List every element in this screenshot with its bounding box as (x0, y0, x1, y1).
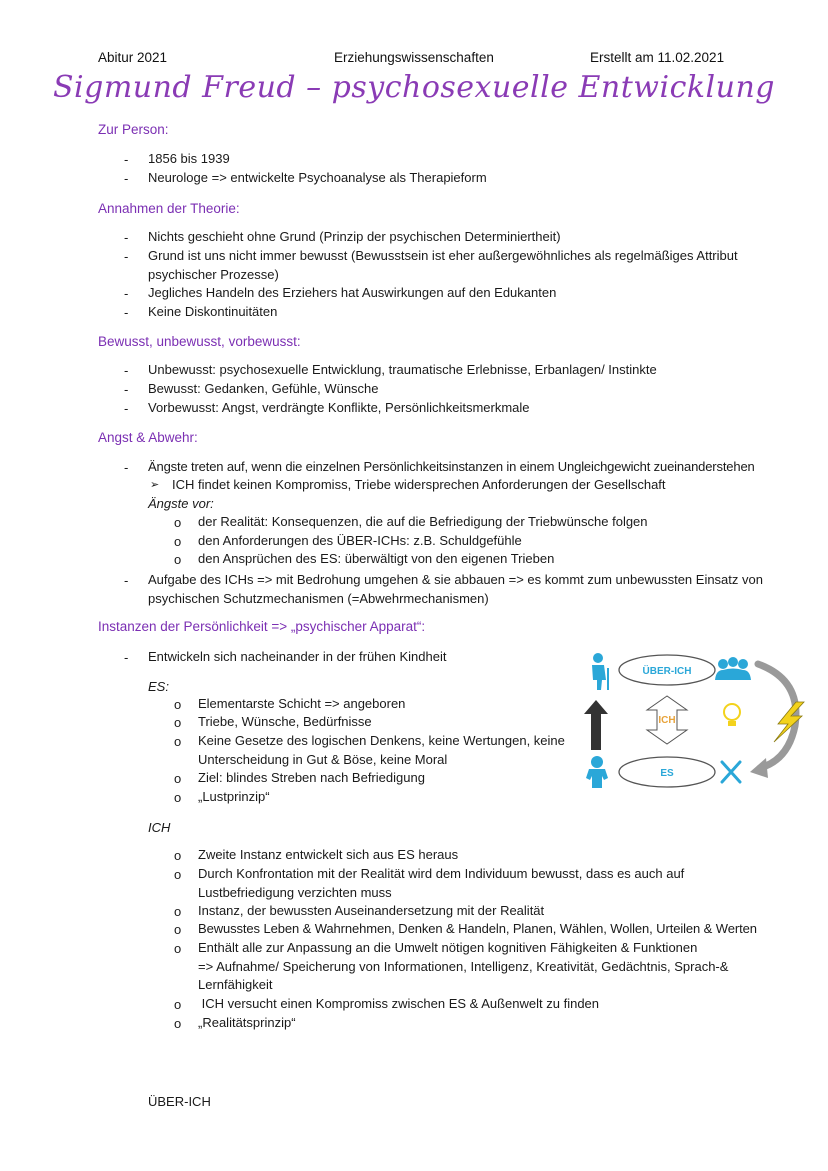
section-heading-annahmen: Annahmen der Theorie: (98, 201, 240, 216)
list-item: Elementarste Schicht => angeboren (198, 696, 406, 711)
circle-bullet: o (174, 922, 182, 937)
list-item: Unbewusst: psychosexuelle Entwicklung, traumatische Erlebnisse, Erbanlagen/ Instinkte (148, 362, 657, 377)
list-item: Jegliches Handeln des Erziehers hat Auswirkungen auf den Edukanten (148, 285, 557, 300)
lightbulb-icon (724, 704, 740, 726)
list-item: Vorbewusst: Angst, verdrängte Konflikte, Persönlichkeitsmerkmale (148, 400, 530, 415)
list-item: Enthält alle zur Anpassung an die Umwelt nötigen kognitiven Fähigkeiten & Funktionen (198, 940, 698, 955)
list-item: Aufgabe des ICHs => mit Bedrohung umgehen & sie abbauen => es kommt zum unbewussten Einsatz von (148, 572, 763, 587)
dash-marker: - (124, 650, 129, 665)
list-item: Entwickeln sich nacheinander in der frühen Kindheit (148, 649, 447, 664)
list-item: Zweite Instanz entwickelt sich aus ES heraus (198, 847, 459, 862)
list-item: Triebe, Wünsche, Bedürfnisse (198, 714, 372, 729)
circle-bullet: o (174, 848, 182, 863)
list-item: Instanz, der bewussten Auseinandersetzung mit der Realität (198, 903, 545, 918)
circle-bullet: o (174, 552, 182, 567)
ueber-ich-label: ÜBER-ICH (148, 1094, 211, 1109)
dash-marker: - (124, 171, 129, 186)
child-icon (586, 756, 608, 788)
header-right: Erstellt am 11.02.2021 (590, 50, 725, 65)
list-item: den Anforderungen des ÜBER-ICHs: z.B. Schuldgefühle (198, 533, 522, 548)
dash-marker: - (124, 573, 129, 588)
section-heading-bewusst: Bewusst, unbewusst, vorbewusst: (98, 334, 301, 349)
circle-bullet: o (174, 790, 182, 805)
list-item: Ziel: blindes Streben nach Befriedigung (198, 770, 425, 785)
dash-marker: - (124, 305, 129, 320)
cutlery-icon (722, 762, 740, 782)
list-item-continuation: Lustbefriedigung verzichten muss (198, 885, 392, 900)
dash-marker: - (124, 152, 129, 167)
section-heading-person: Zur Person: (98, 122, 169, 137)
arrow-bullet-icon: ➢ (150, 479, 160, 491)
dash-marker: - (124, 230, 129, 245)
list-item: Keine Diskontinuitäten (148, 304, 278, 319)
circle-bullet: o (174, 715, 182, 730)
list-item: ICH versucht einen Kompromiss zwischen ES & Außenwelt zu finden (198, 996, 600, 1011)
section-heading-instanzen: Instanzen der Persönlichkeit => „psychischer Apparat“: (98, 619, 426, 634)
circle-bullet: o (174, 1016, 182, 1031)
document-title: Sigmund Freud – psychosexuelle Entwicklung (52, 70, 775, 105)
dash-marker: - (124, 401, 129, 416)
list-item: Grund ist uns nicht immer bewusst (Bewusstsein ist eher außergewöhnliches als regelmäßiges Attribut (148, 248, 738, 263)
diagram-bottom-label: ES (660, 768, 674, 779)
list-item-continuation: Unterscheidung in Gut & Böse, keine Moral (198, 752, 448, 767)
header-center: Erziehungswissenschaften (334, 50, 494, 65)
list-item: Neurologe => entwickelte Psychoanalyse als Therapieform (148, 170, 487, 185)
ich-double-arrow (647, 696, 687, 744)
person-group-icon (715, 657, 751, 680)
section-heading-angst: Angst & Abwehr: (98, 430, 198, 445)
circle-bullet: o (174, 997, 182, 1012)
list-item: Ängste treten auf, wenn die einzelnen Persönlichkeitsinstanzen in einem Ungleichgewicht zueinanderstehen (148, 459, 755, 474)
list-item: Bewusstes Leben & Wahrnehmen, Denken & Handeln, Planen, Wählen, Wollen, Urteilen & Werten (198, 921, 757, 936)
list-item: „Lustprinzip“ (198, 789, 270, 804)
diagram-top-label: ÜBER-ICH (642, 666, 692, 677)
ich-label: ICH (148, 820, 171, 835)
header-left: Abitur 2021 (98, 50, 168, 65)
list-item-continuation: => Aufnahme/ Speicherung von Informationen, Intelligenz, Kreativität, Gedächtnis, Sprach-& (198, 959, 729, 974)
list-item: Bewusst: Gedanken, Gefühle, Wünsche (148, 381, 379, 396)
dash-marker: - (124, 286, 129, 301)
circle-bullet: o (174, 867, 182, 882)
list-item: Keine Gesetze des logischen Denkens, keine Wertungen, keine (198, 733, 565, 748)
circle-bullet: o (174, 534, 182, 549)
list-item: der Realität: Konsequenzen, die auf die Befriedigung der Triebwünsche folgen (198, 514, 648, 529)
list-item-continuation: psychischer Prozesse) (148, 267, 279, 282)
up-arrow-icon (584, 700, 608, 750)
list-item: Durch Konfrontation mit der Realität wird dem Individuum bewusst, dass es auch auf (198, 866, 685, 881)
dash-marker: - (124, 363, 129, 378)
dash-marker: - (124, 382, 129, 397)
circle-bullet: o (174, 771, 182, 786)
list-item: den Ansprüchen des ES: überwältigt von den eigenen Trieben (198, 551, 555, 566)
circle-bullet: o (174, 734, 182, 749)
sub-label: Ängste vor: (148, 496, 214, 511)
list-item: Nichts geschieht ohne Grund (Prinzip der psychischen Determiniertheit) (148, 229, 561, 244)
circle-bullet: o (174, 515, 182, 530)
circle-bullet: o (174, 904, 182, 919)
list-item: 1856 bis 1939 (148, 151, 230, 166)
diagram-middle-label: ICH (658, 715, 676, 726)
personality-instances-diagram (580, 650, 810, 800)
dash-marker: - (124, 249, 129, 264)
dash-marker: - (124, 460, 129, 475)
list-item-continuation: Lernfähigkeit (198, 977, 273, 992)
list-item-continuation: psychischen Schutzmechanismen (=Abwehrmechanismen) (148, 591, 489, 606)
circle-bullet: o (174, 697, 182, 712)
list-item: „Realitätsprinzip“ (198, 1015, 296, 1030)
es-label: ES: (148, 679, 169, 694)
elderly-person-icon (592, 653, 609, 690)
list-item: ICH findet keinen Kompromiss, Triebe widersprechen Anforderungen der Gesellschaft (172, 477, 666, 492)
circle-bullet: o (174, 941, 182, 956)
